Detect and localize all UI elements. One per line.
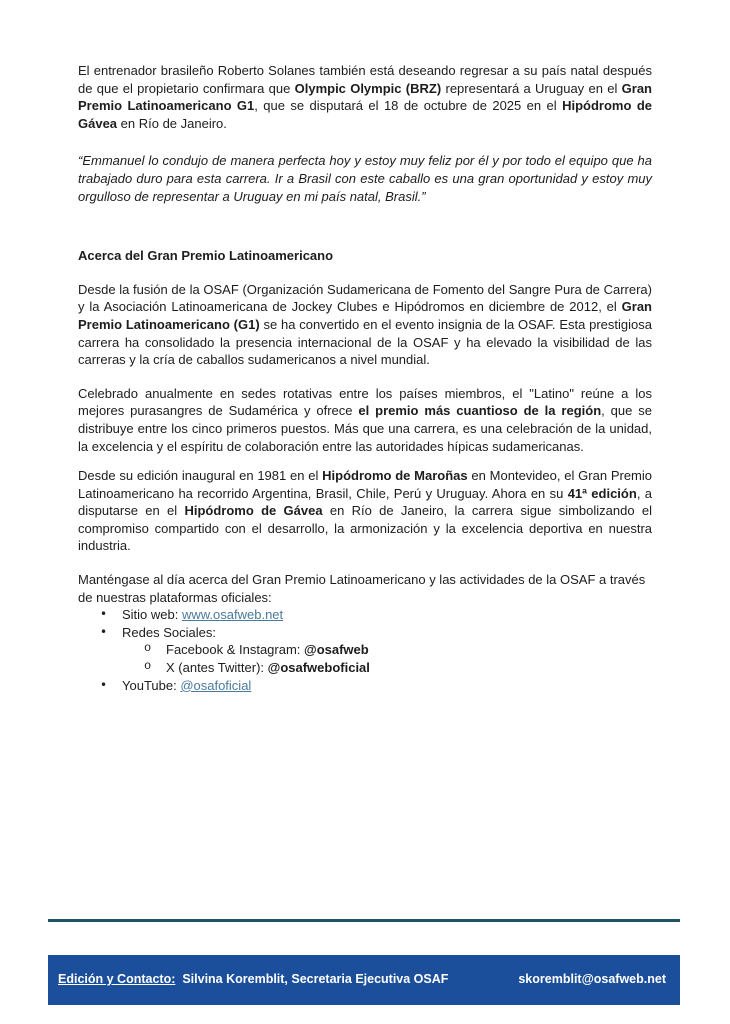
website-link[interactable]: www.osafweb.net (181, 607, 284, 623)
section-heading: Acerca del Gran Premio Latinoamericano (78, 248, 334, 264)
youtube-link[interactable]: @osafoficial (180, 677, 252, 693)
list-item-website (78, 606, 652, 624)
list-item-social (78, 624, 652, 677)
para3-venue-2: Hipódromo de Gávea (184, 503, 323, 519)
intro-text-3: , que se disputará el 18 de octubre de 2025 en el (254, 98, 563, 114)
about-paragraph-1 (78, 281, 652, 369)
intro-text-2: representará a Uruguay en el (441, 80, 622, 96)
social-list (122, 641, 652, 676)
youtube-label: YouTube: (122, 677, 181, 693)
para3-venue-1: Hipódromo de Maroñas (322, 468, 468, 484)
para3-text-2: en Montevideo, el Gran Premio Latinoamericano ha recorrido Argentina, Brasil, Chile, Perú y Uruguay. Ahora en su (78, 468, 652, 501)
footer-bar (48, 955, 680, 1005)
para2-prize: el premio más cuantioso de la región (358, 403, 602, 419)
about-paragraph-2 (78, 385, 652, 455)
list-item-youtube (78, 677, 652, 695)
document-body (78, 62, 652, 694)
para2-text-2: , que se distribuye entre los cinco primeros puestos. Más que una carrera, es una celebración de la unidad, la excelencia y el espíritu de colaboración entre las autoridades hípicas sudamericanas. (78, 403, 652, 454)
para3-text-4: en Río de Janeiro, la carrera sigue simbolizando el compromiso compartido con el desarrollo, la armonización y la excelencia deportiva en nuestra industria. (78, 503, 652, 554)
intro-paragraph (78, 62, 652, 132)
about-paragraph-3 (78, 467, 652, 555)
para2-text-1: Celebrado anualmente en sedes rotativas entre los países miembros, el "Latino" reúne a los mejores purasangres de Sudamérica y ofrece (78, 385, 652, 419)
footer-label: Edición y Contacto: (58, 972, 176, 986)
footer-contact-name: Silvina Koremblit, Secretaria Ejecutiva OSAF (182, 972, 449, 986)
intro-race-name: Gran Premio Latinoamericano G1 (78, 80, 652, 114)
para3-text-3: , a disputarse en el (78, 485, 652, 519)
social-label: Redes Sociales: (122, 624, 216, 640)
para1-text-1: Desde la fusión de la OSAF (Organización Sudamericana de Fomento del Sangre Pura de Carrera) y la Asociación Latinoamericana de Jockey Clubes e Hipódromos en diciembre de 2012, el (78, 281, 652, 315)
intro-text-4: en Río de Janeiro. (117, 115, 227, 131)
para3-text-1: Desde su edición inaugural en 1981 en el (78, 468, 323, 484)
x-label: X (antes Twitter): (166, 660, 268, 676)
para1-race-name: Gran Premio Latinoamericano (G1) (78, 299, 652, 332)
platform-list (78, 606, 652, 694)
follow-intro: Manténgase al día acerca del Gran Premio Latinoamericano y las actividades de la OSAF a través de nuestras plataformas oficiales: (78, 572, 646, 605)
facebook-handle: @osafweb (304, 642, 369, 658)
footer-email[interactable]: skoremblit@osafweb.net (518, 972, 666, 986)
list-item-facebook (78, 641, 652, 659)
footer-divider (48, 919, 680, 922)
trainer-quote: “Emmanuel lo condujo de manera perfecta hoy y estoy muy feliz por él y por todo el equipo que ha trabajado duro para esta carrera. Ir a Brasil con este caballo es una gran oportunidad y estoy muy orgulloso de representar a Uruguay en mi país natal, Brasil.” (78, 153, 652, 204)
intro-venue: Hipódromo de Gávea (78, 98, 652, 131)
intro-text-1: El entrenador brasileño Roberto Solanes también está deseando regresar a su país natal después de que el propietario confirmara que (78, 63, 652, 96)
intro-horse-name: Olympic Olympic (BRZ) (294, 80, 442, 96)
list-item-x (78, 659, 652, 677)
website-label: Sitio web: (122, 607, 182, 623)
facebook-label: Facebook & Instagram: (166, 642, 305, 658)
para1-text-2: se ha convertido en el evento insignia de la OSAF. Esta prestigiosa carrera ha consolidado la presencia internacional de la OSAF y ha elevado la visibilidad de las carreras y la cría de caballos sudamericanos a nivel mundial. (78, 316, 652, 368)
para3-edition: 41ª edición (567, 485, 637, 501)
footer-contact (58, 972, 448, 986)
x-handle: @osafweboficial (267, 660, 370, 676)
